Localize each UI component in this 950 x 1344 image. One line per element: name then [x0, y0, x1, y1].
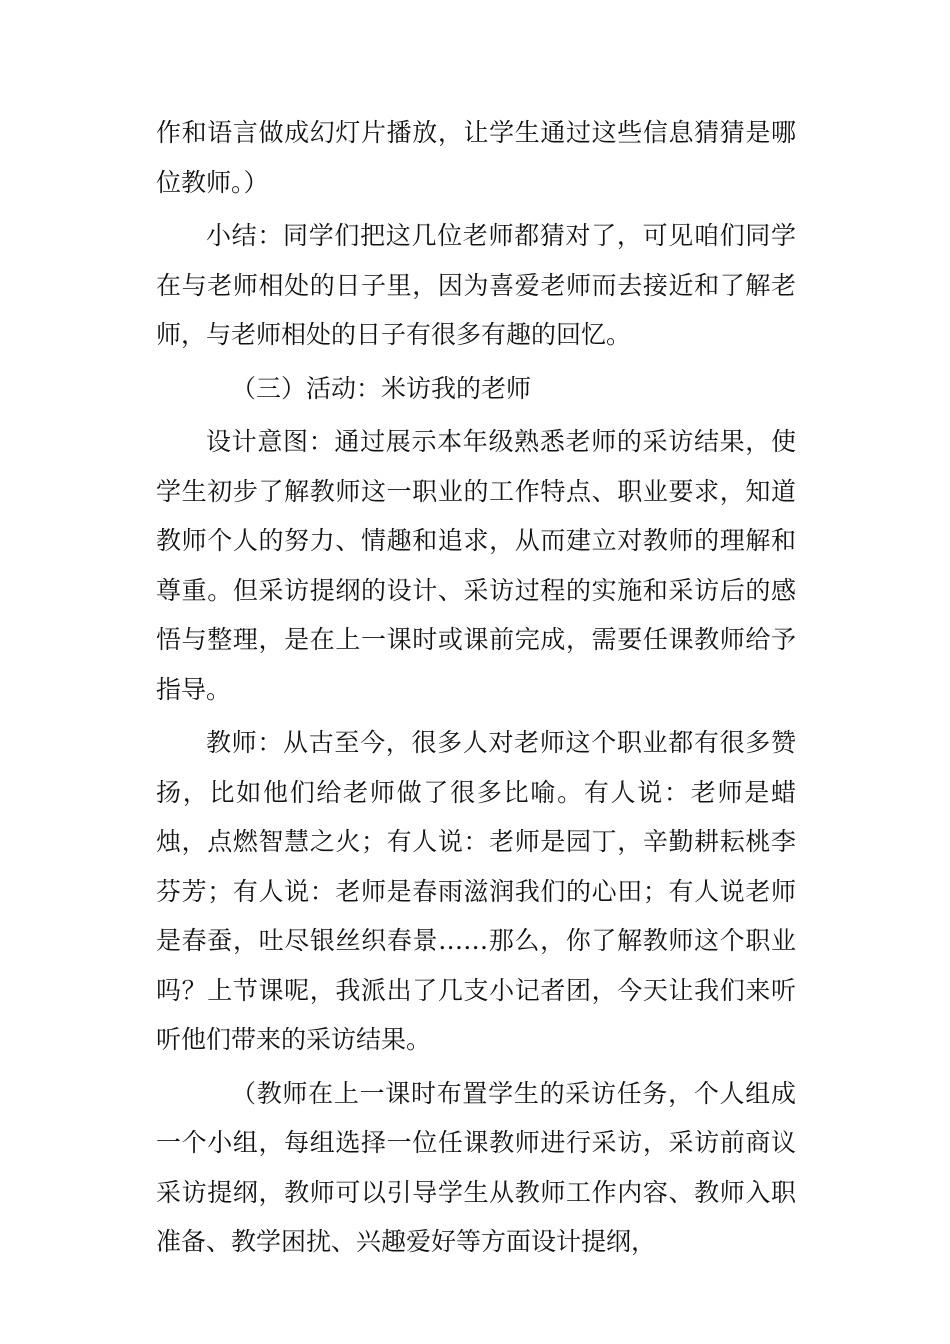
paragraph-design-intent: 设计意图：通过展示本年级熟悉老师的采访结果，使学生初步了解教师这一职业的工作特点、职业要求，知道教师个人的努力、情趣和追求，从而建立对教师的理解和尊重。但采访提纲的设计、采访过程的实施和采访后的感悟与整理，是在上一课时或课前完成，需要任课教师给予指导。 — [156, 427, 796, 704]
paragraph-summary: 小结：同学们把这几位老师都猜对了，可见咱们同学在与老师相处的日子里，因为喜爱老师而去接近和了解老师，与老师相处的日子有很多有趣的回忆。 — [156, 221, 796, 349]
document-body — [156, 108, 796, 1271]
paragraph-teacher-speech: 教师：从古至今，很多人对老师这个职业都有很多赞扬，比如他们给老师做了很多比喻。有人说：老师是蜡烛，点燃智慧之火；有人说：老师是园丁，辛勤耕耘桃李芬芳；有人说：老师是春雨滋润我们的心田；有人说老师是春蚕，吐尽银丝织春景……那么，你了解教师这个职业吗？上节课呢，我派出了几支小记者团，今天让我们来听听他们带来的采访结果。 — [156, 728, 796, 1054]
paragraph-teacher-note: （教师在上一课时布置学生的采访任务，个人组成一个小组，每组选择一位任课教师进行采访，采访前商议采访提纲，教师可以引导学生从教师工作内容、教师入职准备、教学困扰、兴趣爱好等方面设计提纲， — [156, 1078, 796, 1256]
section-heading: （三）活动：米访我的老师 — [231, 373, 532, 403]
paragraph-continuation: 作和语言做成幻灯片播放，让学生通过这些信息猜猜是哪位教师。） — [156, 118, 796, 197]
